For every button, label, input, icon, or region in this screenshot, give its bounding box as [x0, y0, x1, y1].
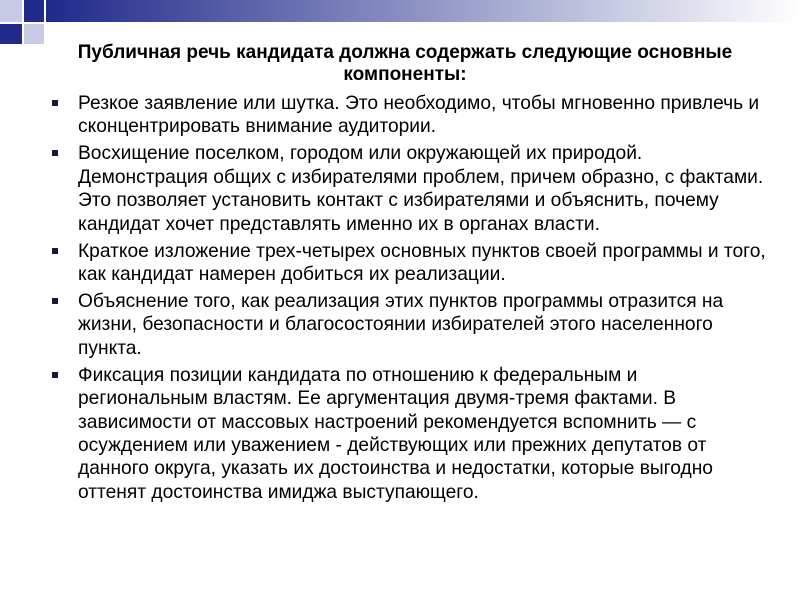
square-bullet-icon	[52, 100, 58, 106]
list-item-text: Резкое заявление или шутка. Это необходимо, чтобы мгновенно привлечь и сконцентрировать внимание аудитории.	[78, 93, 760, 138]
slide-title: Публичная речь кандидата должна содержать следующие основные компоненты:	[77, 42, 733, 85]
square-bullet-icon	[52, 248, 58, 254]
square-bullet-icon	[52, 298, 58, 304]
decor-square-light-1	[0, 0, 22, 22]
decor-square-dark-2	[0, 24, 22, 44]
list-item-text: Восхищение поселком, городом или окружающей их природой. Демонстрация общих с избирателями проблем, причем образно, с фактами. Это позволяет установить контакт с избирателями и объяснить, почему кандидат хочет представлять именно их в органах власти.	[78, 143, 764, 235]
list-item	[52, 290, 772, 360]
decor-square-light-2	[24, 24, 44, 44]
list-item	[52, 92, 772, 139]
square-bullet-icon	[52, 372, 58, 378]
decor-square-dark-1	[24, 0, 44, 22]
list-item-text: Фиксация позиции кандидата по отношению к федеральным и региональным властям. Ее аргументация двумя-тремя фактами. В зависимости от массовых настроений рекомендуется вспомнить — с осуждением или уважением - действующих или прежних депутатов от данного округа, указать их достоинства и недостатки, которые выгодно оттенят достоинства имиджа выступающего.	[78, 364, 713, 503]
header-gradient-bar	[46, 0, 800, 22]
list-item-text: Объяснение того, как реализация этих пунктов программы отразится на жизни, безопасности и благосостоянии избирателей этого населенного пункта.	[78, 291, 724, 359]
header-decoration	[0, 0, 800, 44]
square-bullet-icon	[52, 150, 58, 156]
list-item-text: Краткое изложение трех-четырех основных пунктов своей программы и того, как кандидат намерен добиться их реализации.	[78, 240, 766, 286]
list-item	[52, 142, 772, 236]
list-item	[52, 240, 772, 287]
bullet-list	[52, 92, 772, 508]
list-item	[52, 364, 772, 504]
